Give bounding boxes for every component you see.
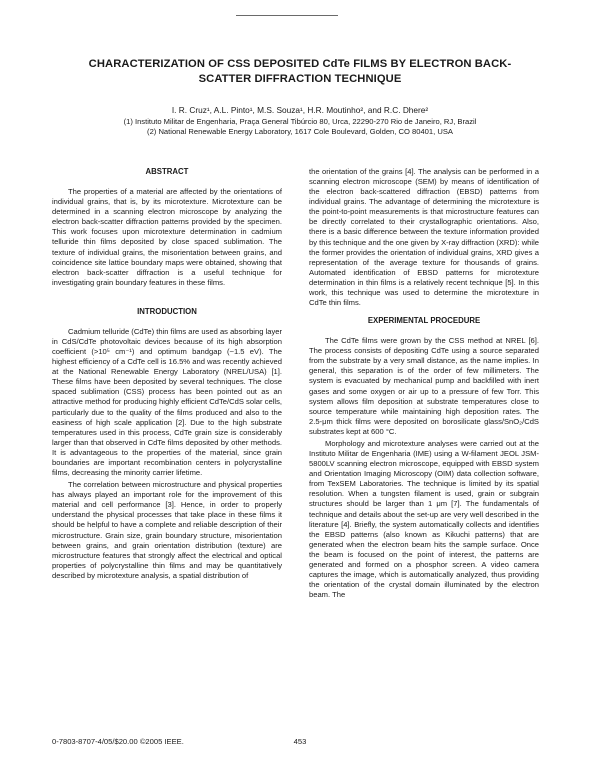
author-list: I. R. Cruz¹, A.L. Pinto¹, M.S. Souza¹, H.R. Moutinho², and R.C. Dhere²	[171, 105, 429, 115]
experimental-paragraph-1: The CdTe films were grown by the CSS method at NREL [6]. The process consists of depositing CdTe using a source separated from the substrate by a very small distance, as the name implies. In general, this separation is of the order of few millimeters. The system is evacuated by mechanical pump and backfilled with inert gases and some oxygen or air up to a pressure of few Torr. This system allows film deposition at substrate temperatures close to source temperature while maintaining high deposition rates. The 2.5-μm thick films were deposited on borosilicate glass/SnO₂/CdS substrates kept at 600 °C.	[309, 336, 539, 436]
page-number: 453	[293, 737, 307, 746]
title-line-1: CHARACTERIZATION OF CSS DEPOSITED CdTe FILMS BY ELECTRON BACK-	[88, 58, 512, 70]
abstract-heading: ABSTRACT	[145, 167, 189, 176]
introduction-paragraph-2: The correlation between microstructure and physical properties has always played an important role for the improvement of this material and cell performance [3]. Hence, in order to properly understand the physical processes that take place in these films it should be helpful to have a complete and reliable description of their microstructure. Grain size, grain boundary structure, misorientation between grains, and grain orientation distribution (texture) are microstructure features that strongly affect the electrical and optical properties of polycrystalline thin films and may be quantitatively described by microtexture analysis, a spatial distribution of	[52, 480, 282, 580]
right-column	[309, 167, 539, 600]
experimental-heading: EXPERIMENTAL PROCEDURE	[367, 316, 481, 326]
title-line-2: SCATTER DIFFRACTION TECHNIQUE	[198, 73, 402, 85]
paper-title	[40, 57, 560, 87]
left-column	[52, 167, 282, 581]
affiliation-1: (1) Instituto Militar de Engenharia, Praça General Tibúrcio 80, Urca, 22290-270 Rio de Janeiro, RJ, Brazil	[123, 117, 477, 126]
introduction-paragraph-1: Cadmium telluride (CdTe) thin films are used as absorbing layer in CdS/CdTe photovoltaic devices because of its high absorption coefficient (>10⁵ cm⁻¹) and optimum bandgap (~1.5 eV). The highest efficiency of a CdTe cell is 16.5% and was recently achieved at the National Renewable Energy Laboratory (NREL/USA) [1]. These films have been deposited by several techniques. The close spaced sublimation (CSS) process has been pointed out as an attractive method for producing highly efficient CdTe/CdS solar cells, particularly due to the quality of the films produced and also to the easiness of high scale application [2]. Due to the high substrate temperatures used in this process, CdTe grain size is considerably larger than that observed in CdTe films deposited by other methods. It is advantageous to the properties of the material, since grain boundaries are important recombination centers in polycrystalline films, decreasing the minority carrier lifetime.	[52, 326, 282, 478]
abstract-text: The properties of a material are affected by the orientations of individual grains, that is, by its microtexture. Microtexture can be determined in a scanning electron microscope by analyzing the electron back-scatter diffraction patterns provided by the specimen. This work focuses upon microtexture determination in cadmium telluride thin films deposited by close spaced sublimation. The texture of individual grains, the misorientation between grains, and coincidence site lattice boundary maps were obtained, showing that electron back-scatter diffraction is a useful technique for investigating grain boundary features in these films.	[52, 187, 282, 287]
introduction-heading: INTRODUCTION	[137, 306, 197, 316]
footer-copyright: 0-7803-8707-4/05/$20.00 ©2005 IEEE.	[52, 737, 184, 746]
header-rule	[236, 15, 338, 16]
affiliation-2: (2) National Renewable Energy Laboratory, 1617 Cole Boulevard, Golden, CO 80401, USA	[147, 127, 453, 136]
introduction-continued: the orientation of the grains [4]. The analysis can be performed in a scanning electron microscope (SEM) by means of identification of the electron back-scattered diffraction (EBSD) patterns from individual grains. The advantage of determining the microtexture is the point-to-point measurements is that microstructure features can be directly correlated to their crystallographic orientations. Also, there is a basic difference between the texture information provided by this technique and the one given by X-ray diffraction (XRD): while the former provides the orientation of individual grains, XRD gives a representation of the average texture for thousands of grains. Automated identification of EBSD patterns for microtexture determination in thin films is a relatively recent technique [5]. In this work, this technique was used to determine the microtexture in CdTe thin films.	[309, 167, 539, 308]
experimental-paragraph-2: Morphology and microtexture analyses were carried out at the Instituto Militar de Engenharia (IME) using a W-filament JEOL JSM-5800LV scanning electron microscope, equipped with EBSD system and Orientation Imaging Microscopy (OIM) data collection software, from TexSEM Laboratories. The technique is limited by its spatial resolution. When a tungsten filament is used, grain or subgrain structures should be larger than 1 μm [7]. The fundamentals of technique and details about the set-up are very well described in the literature [4]. Briefly, the system automatically collects and identifies the EBSD patterns (also known as Kikuchi patterns) that are generated when the electron beam hits the sample surface. Once the beam is focused on the point of interest, the patterns are generated and formed on a phosphor screen. A video camera captures the image, which is automatically analyzed, thus providing the orientation of the crystal domain illuminated by the electron beam. The	[309, 438, 539, 600]
